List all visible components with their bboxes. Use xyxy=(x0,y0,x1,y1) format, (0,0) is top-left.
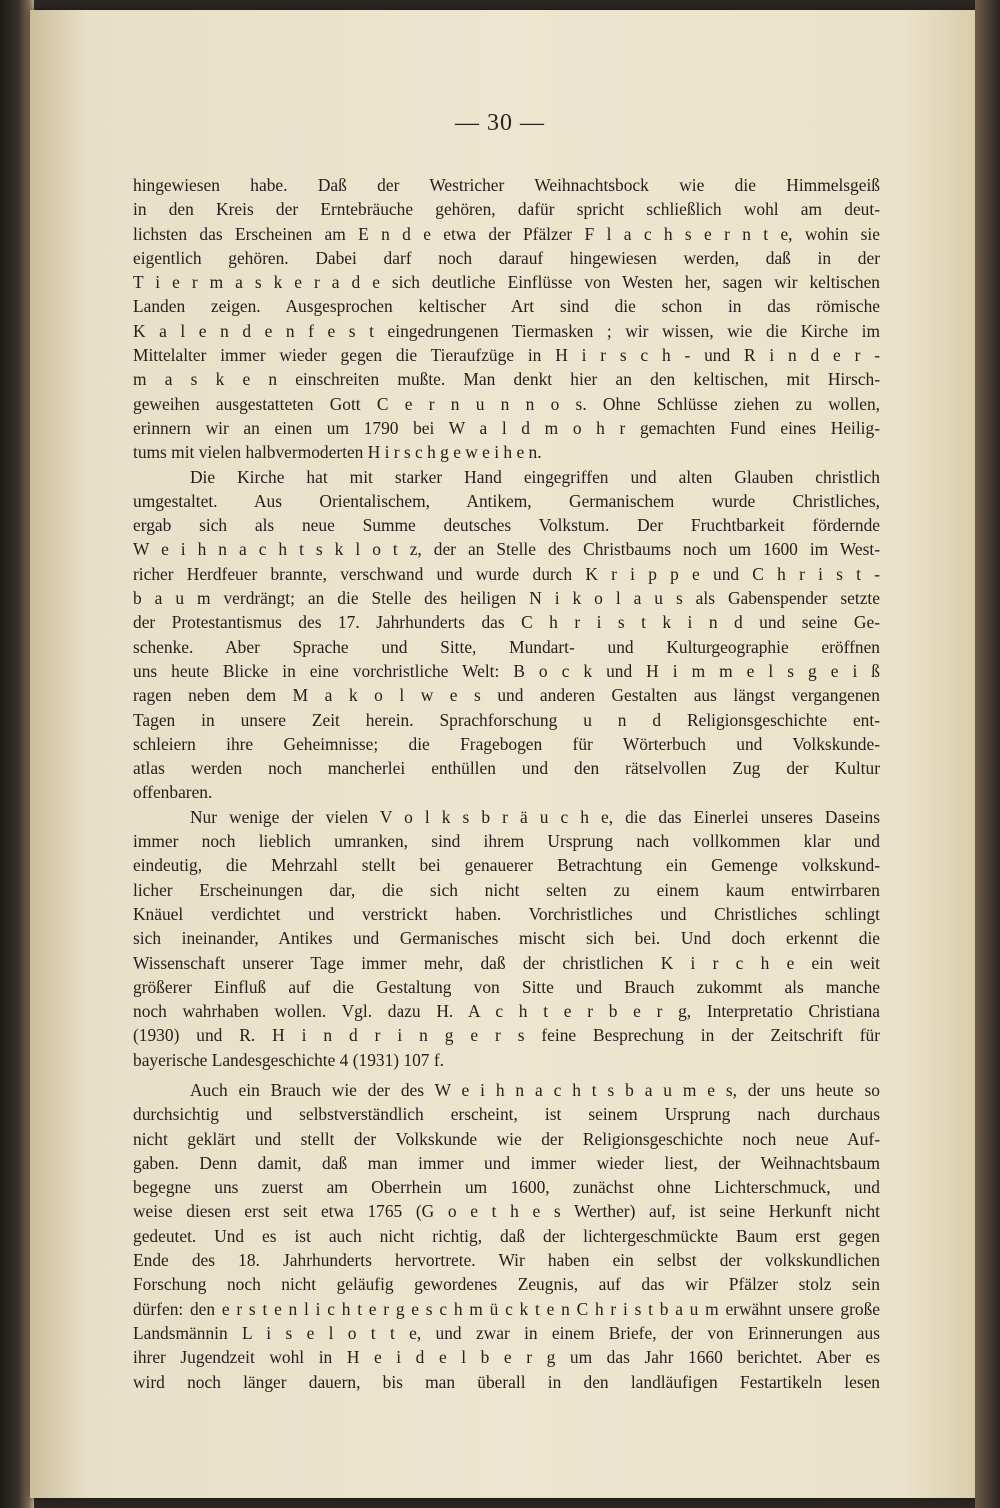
text-line: T i e r m a s k e r a d e sich deutliche Einflüsse von Westen her, sagen wir keltischen xyxy=(133,272,880,293)
text-line: bayerische Landesgeschichte 4 (1931) 107 f. xyxy=(133,1049,444,1070)
page-edge xyxy=(975,0,1000,1508)
text-line: begegne uns zuerst am Oberrhein um 1600, zunächst ohne Lichterschmuck, und xyxy=(133,1177,880,1198)
text-line: atlas werden noch mancherlei enthüllen und den rätselvollen Zug der Kultur xyxy=(133,758,880,779)
text-line: ihrer Jugendzeit wohl in H e i d e l b e r g um das Jahr 1660 berichtet. Aber es xyxy=(133,1347,880,1368)
text-line: Mittelalter immer wieder gegen die Tieraufzüge in H i r s c h - und R i n d e r - xyxy=(133,345,880,366)
book-spine xyxy=(0,0,34,1508)
text-line: W e i h n a c h t s k l o t z, der an Stelle des Christbaums noch um 1600 im West- xyxy=(133,539,880,560)
paragraph xyxy=(133,173,880,465)
text-line: größerer Einfluß auf die Gestaltung von Sitte und Brauch zukommt als manche xyxy=(133,976,880,997)
text-line: (1930) und R. H i n d r i n g e r s feine Besprechung in der Zeitschrift für xyxy=(133,1025,880,1046)
text-line: schleiern ihre Geheimnisse; die Fragebogen für Wörterbuch und Volkskunde- xyxy=(133,733,880,754)
text-line: Landen zeigen. Ausgesprochen keltischer Art sind die schon in das römische xyxy=(133,296,880,317)
text-line: hingewiesen habe. Daß der Westricher Weihnachtsbock wie die Himmelsgeiß xyxy=(133,175,880,195)
text-line: tums mit vielen halbvermoderten H i r s c h g e w e i h e n. xyxy=(133,442,542,463)
text-line: umgestaltet. Aus Orientalischem, Antikem, Germanischem wurde Christliches, xyxy=(133,490,880,511)
paragraph xyxy=(133,1078,880,1394)
text-line: der Protestantismus des 17. Jahrhunderts das C h r i s t k i n d und seine Ge- xyxy=(133,612,880,633)
text-line: Landsmännin L i s e l o t t e, und zwar in einem Briefe, der von Erinnerungen aus xyxy=(133,1322,880,1343)
text-line: richer Herdfeuer brannte, verschwand und wurde durch K r i p p e und C h r i s t - xyxy=(133,563,880,584)
text-line: ragen neben dem M a k o l w e s und anderen Gestalten aus längst vergangenen xyxy=(133,685,880,706)
text-line: sich ineinander, Antikes und Germanisches mischt sich bei. Und doch erkennt die xyxy=(133,928,880,949)
text-line: gaben. Denn damit, daß man immer und immer wieder liest, der Weihnachtsbaum xyxy=(133,1152,880,1173)
text-line: Knäuel verdichtet und verstrickt haben. Vorchristliches und Christliches schlingt xyxy=(133,903,880,924)
text-line: b a u m verdrängt; an die Stelle des heiligen N i k o l a u s als Gabenspender setzte xyxy=(133,588,880,609)
text-line: Forschung noch nicht geläufig gewordenes Zeugnis, auf das wir Pfälzer stolz sein xyxy=(133,1274,880,1295)
text-line: eigentlich gehören. Dabei darf noch darauf hingewiesen werden, daß in der xyxy=(133,247,880,268)
text-line: eindeutig, die Mehrzahl stellt bei genauerer Betrachtung ein Gemenge volkskund- xyxy=(133,855,880,876)
text-line: immer noch lieblich umranken, sind ihrem Ursprung nach vollkommen klar und xyxy=(133,831,880,852)
paragraph xyxy=(133,465,880,805)
text-line: Die Kirche hat mit starker Hand eingegriffen und alten Glauben christlich xyxy=(190,466,880,487)
paragraph xyxy=(133,805,880,1072)
text-line: ergab sich als neue Summe deutsches Volkstum. Der Fruchtbarkeit fördernde xyxy=(133,515,880,536)
text-line: schenke. Aber Sprache und Sitte, Mundart- und Kulturgeographie eröffnen xyxy=(133,636,880,657)
page-number: — 30 — xyxy=(455,110,545,136)
text-line: geweihen ausgestatteten Gott C e r n u n n o s. Ohne Schlüsse ziehen zu wollen, xyxy=(133,393,880,414)
text-line: K a l e n d e n f e s t eingedrungenen Tiermasken ; wir wissen, wie die Kirche im xyxy=(133,320,880,341)
text-line: in den Kreis der Erntebräuche gehören, dafür spricht schließlich wohl am deut- xyxy=(133,199,880,220)
body-text xyxy=(133,173,880,1394)
text-line: Auch ein Brauch wie der des W e i h n a c h t s b a u m e s, der uns heute so xyxy=(190,1079,880,1100)
text-line: durchsichtig und selbstverständlich erscheint, ist seinem Ursprung nach durchaus xyxy=(133,1104,880,1125)
text-line: Ende des 18. Jahrhunderts hervortrete. Wir haben ein selbst der volkskundlichen xyxy=(133,1250,880,1271)
text-line: noch wahrhaben wollen. Vgl. dazu H. A c h t e r b e r g, Interpretatio Christiana xyxy=(133,1001,880,1022)
text-line: gedeutet. Und es ist auch nicht richtig, daß der lichtergeschmückte Baum erst gegen xyxy=(133,1225,880,1246)
text-line: licher Erscheinungen dar, die sich nicht selten zu einem kaum entwirrbaren xyxy=(133,879,880,900)
text-line: nicht geklärt und stellt der Volkskunde wie der Religionsgeschichte noch neue Auf- xyxy=(133,1128,880,1149)
text-line: offenbaren. xyxy=(133,782,213,803)
text-line: weise diesen erst seit etwa 1765 (G o e t h e s Werther) auf, ist seine Herkunft nicht xyxy=(133,1201,880,1222)
text-line: dürfen: den e r s t e n l i c h t e r g e s c h m ü c k t e n C h r i s t b a u m erwähnt unsere große xyxy=(133,1298,880,1319)
text-line: m a s k e n einschreiten mußte. Man denkt hier an den keltischen, mit Hirsch- xyxy=(133,369,880,390)
text-line: Nur wenige der vielen V o l k s b r ä u c h e, die das Einerlei unseres Daseins xyxy=(190,806,880,827)
text-line: Wissenschaft unserer Tage immer mehr, daß der christlichen K i r c h e ein weit xyxy=(133,952,880,973)
text-line: lichsten das Erscheinen am E n d e etwa der Pfälzer F l a c h s e r n t e, wohin sie xyxy=(133,223,880,244)
text-line: uns heute Blicke in eine vorchristliche Welt: B o c k und H i m m e l s g e i ß xyxy=(133,660,880,681)
text-line: Tagen in unsere Zeit herein. Sprachforschung u n d Religionsgeschichte ent- xyxy=(133,709,880,730)
text-line: wird noch länger dauern, bis man überall in den landläufigen Festartikeln lesen xyxy=(133,1371,880,1392)
text-line: erinnern wir an einen um 1790 bei W a l d m o h r gemachten Fund eines Heilig- xyxy=(133,417,880,438)
